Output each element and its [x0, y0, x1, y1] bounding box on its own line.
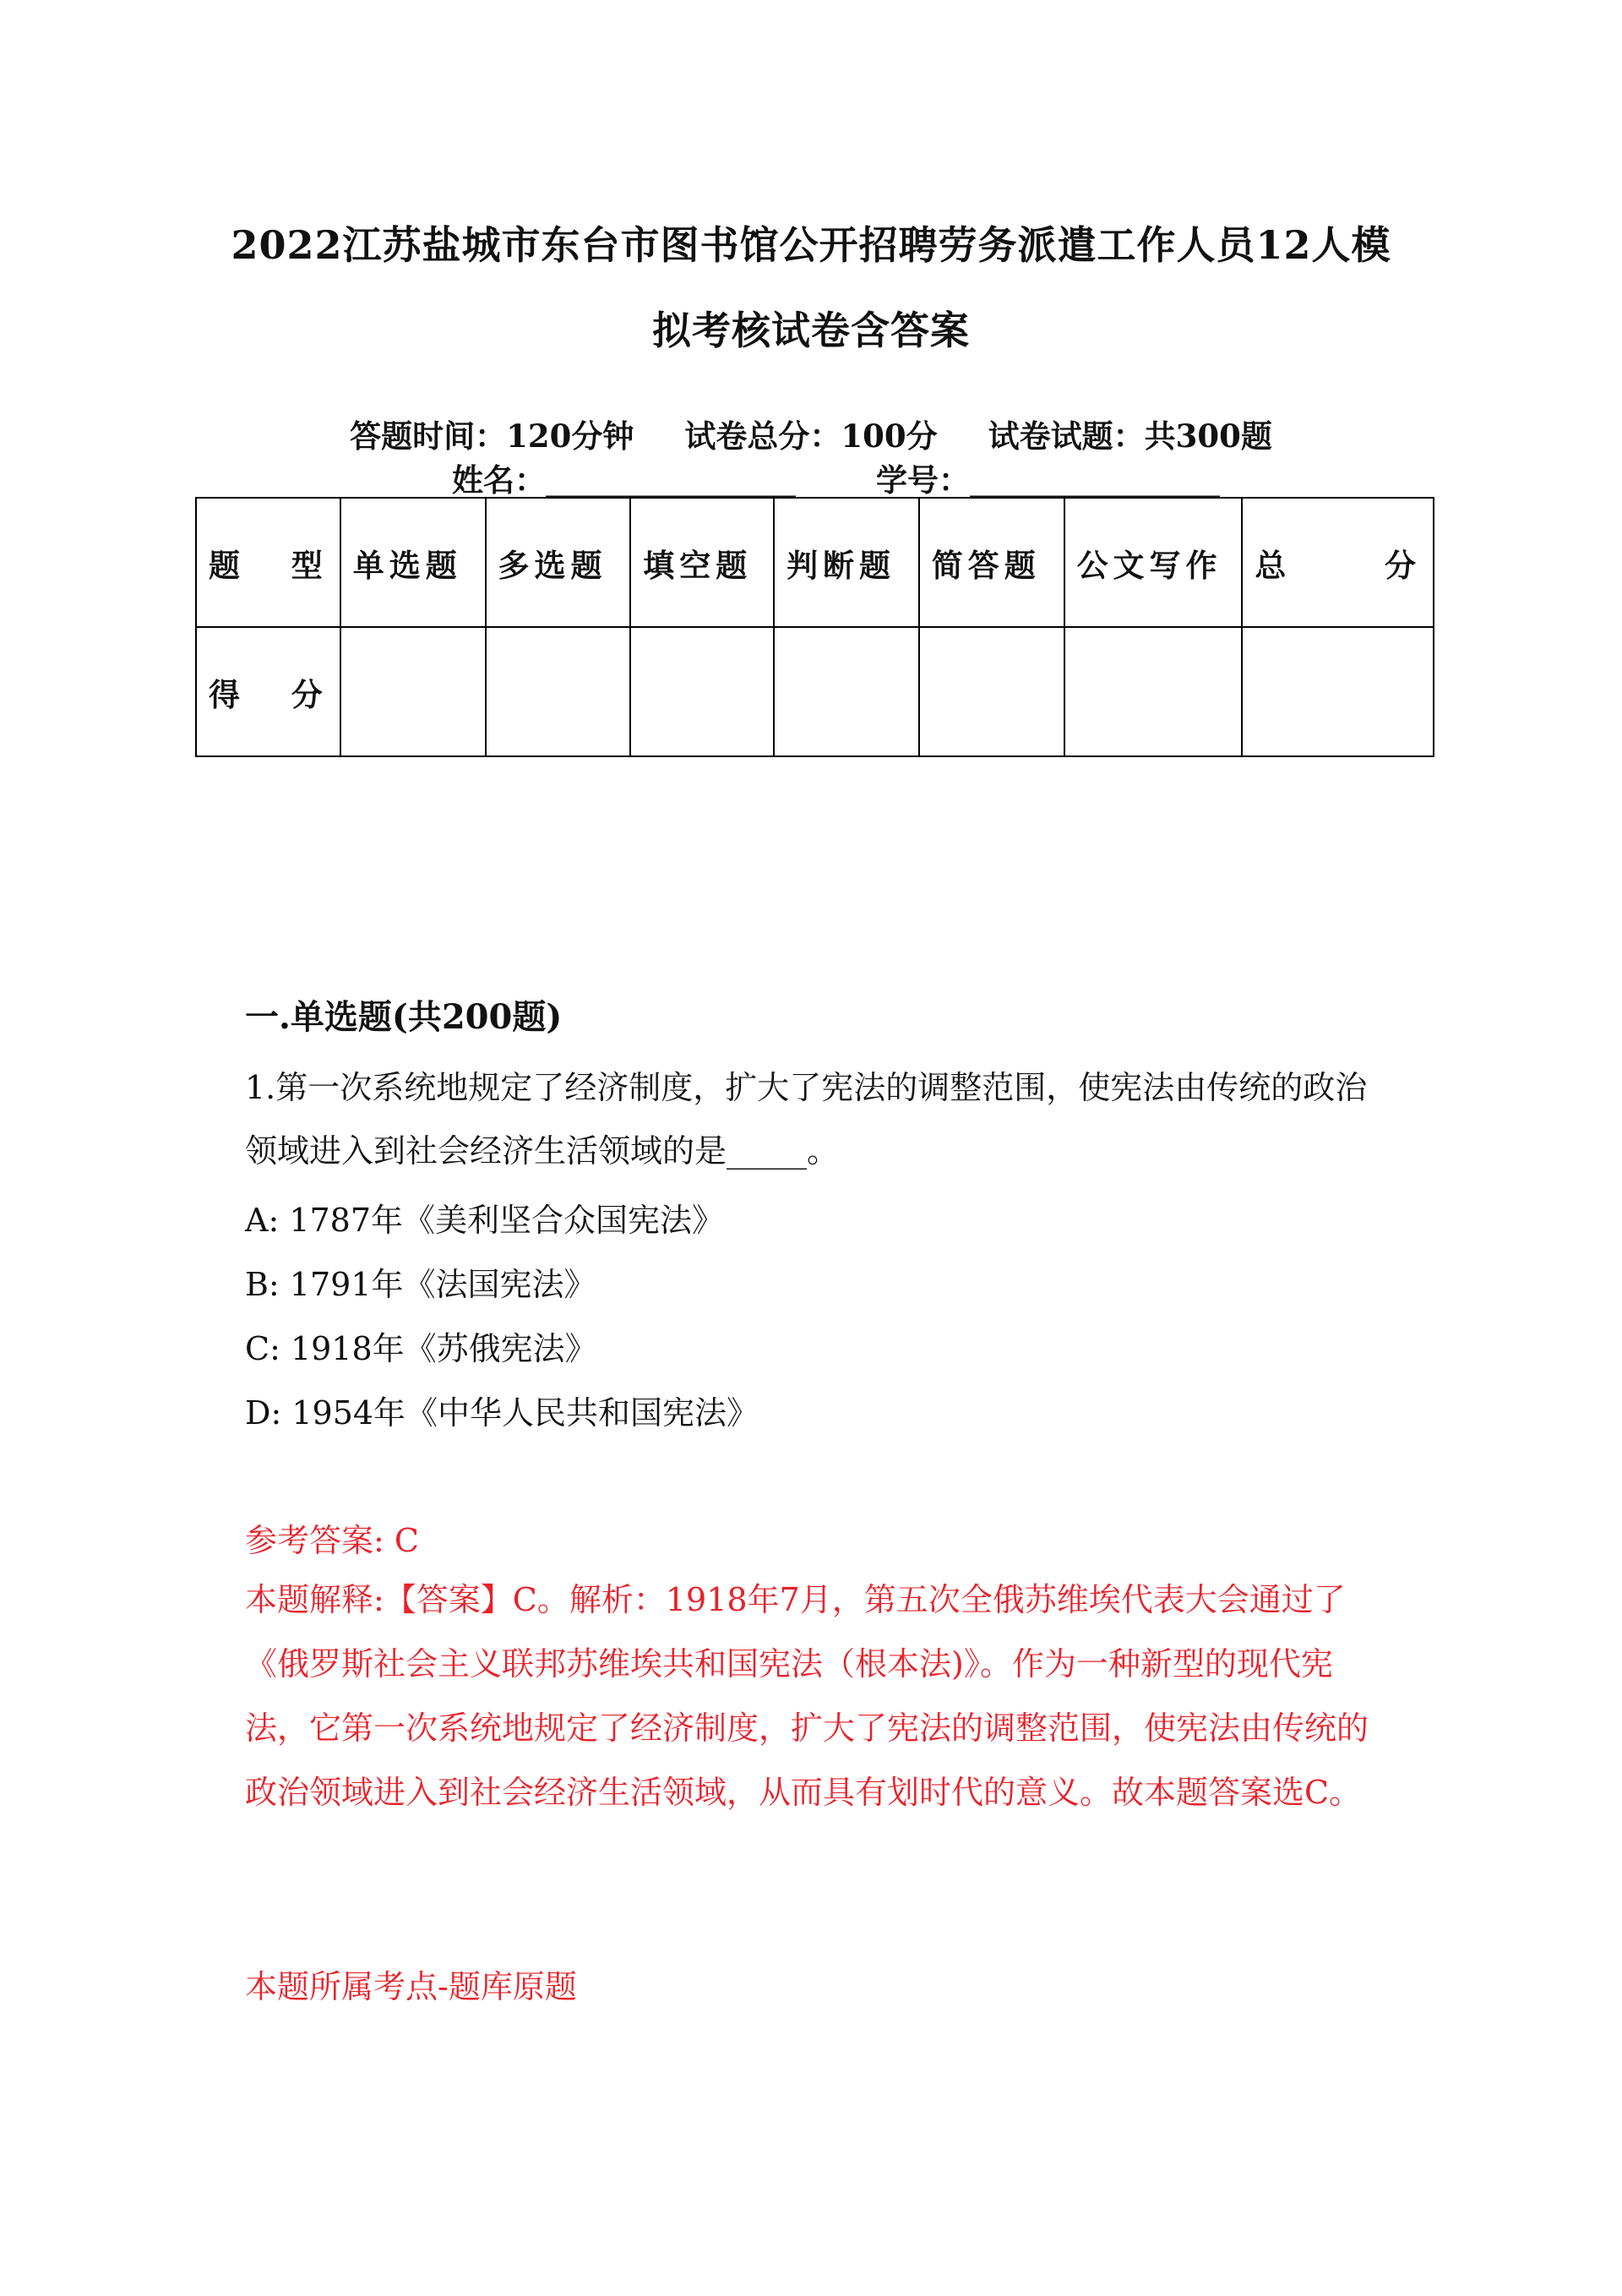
score-table — [195, 497, 1434, 757]
header-cell: 单选题 — [340, 498, 486, 627]
score-cell — [1064, 627, 1243, 756]
option-a: A: 1787年《美利坚合众国宪法》 — [245, 1202, 725, 1239]
exam-title-line1: 2022江苏盐城市东台市图书馆公开招聘劳务派遣工作人员12人模 — [231, 222, 1391, 268]
header-cell: 填空题 — [630, 498, 774, 627]
exam-identity — [452, 455, 1220, 500]
score-cell — [630, 627, 774, 756]
score-cell — [919, 627, 1064, 756]
score-cell — [1242, 627, 1434, 756]
exam-question-count: 试卷试题：共300题 — [988, 417, 1272, 455]
exam-meta — [0, 411, 1622, 456]
score-cell — [340, 627, 486, 756]
knowledge-point: 本题所属考点-题库原题 — [245, 1968, 577, 2005]
header-cell: 多选题 — [486, 498, 631, 627]
exam-time: 答题时间：120分钟 — [350, 417, 634, 455]
score-cell — [774, 627, 919, 756]
option-c: C: 1918年《苏俄宪法》 — [245, 1330, 597, 1367]
header-cell: 判断题 — [774, 498, 919, 627]
section-title: 一.单选题(共200题) — [245, 997, 563, 1037]
score-table-score-row — [196, 627, 1434, 756]
header-cell: 公文写作 — [1064, 498, 1243, 627]
answer-explanation: 本题解释:【答案】C。解析：1918年7月，第五次全俄苏维埃代表大会通过了《俄罗斯社会主义联邦苏维埃共和国宪法（根本法)》。作为一种新型的现代宪法，它第一次系统地规定了经济制度，扩大了宪法的调整范围，使宪法由传统的政治领域进入到社会经济生活领域，从而具有划时代的意义。故本题答案选C。 — [245, 1581, 1369, 1811]
row-label-cell: 得 分 — [196, 627, 340, 756]
reference-answer: 参考答案: C — [245, 1522, 419, 1559]
exam-title-line2: 拟考核试卷含答案 — [652, 308, 970, 353]
option-b: B: 1791年《法国宪法》 — [245, 1266, 596, 1303]
name-field: 姓名：________________ — [452, 461, 796, 499]
header-cell: 总 分 — [1242, 498, 1434, 627]
exam-total-score: 试卷总分：100分 — [684, 417, 938, 455]
question-text: 1.第一次系统地规定了经济制度，扩大了宪法的调整范围，使宪法由传统的政治领域进入到社会经济生活领域的是_____。 — [245, 1069, 1368, 1170]
header-cell: 简答题 — [919, 498, 1064, 627]
score-cell — [486, 627, 631, 756]
option-d: D: 1954年《中华人民共和国宪法》 — [245, 1394, 759, 1432]
header-cell: 题 型 — [196, 498, 340, 627]
student-id-field: 学号：________________ — [876, 461, 1220, 499]
score-table-header-row — [196, 498, 1434, 627]
